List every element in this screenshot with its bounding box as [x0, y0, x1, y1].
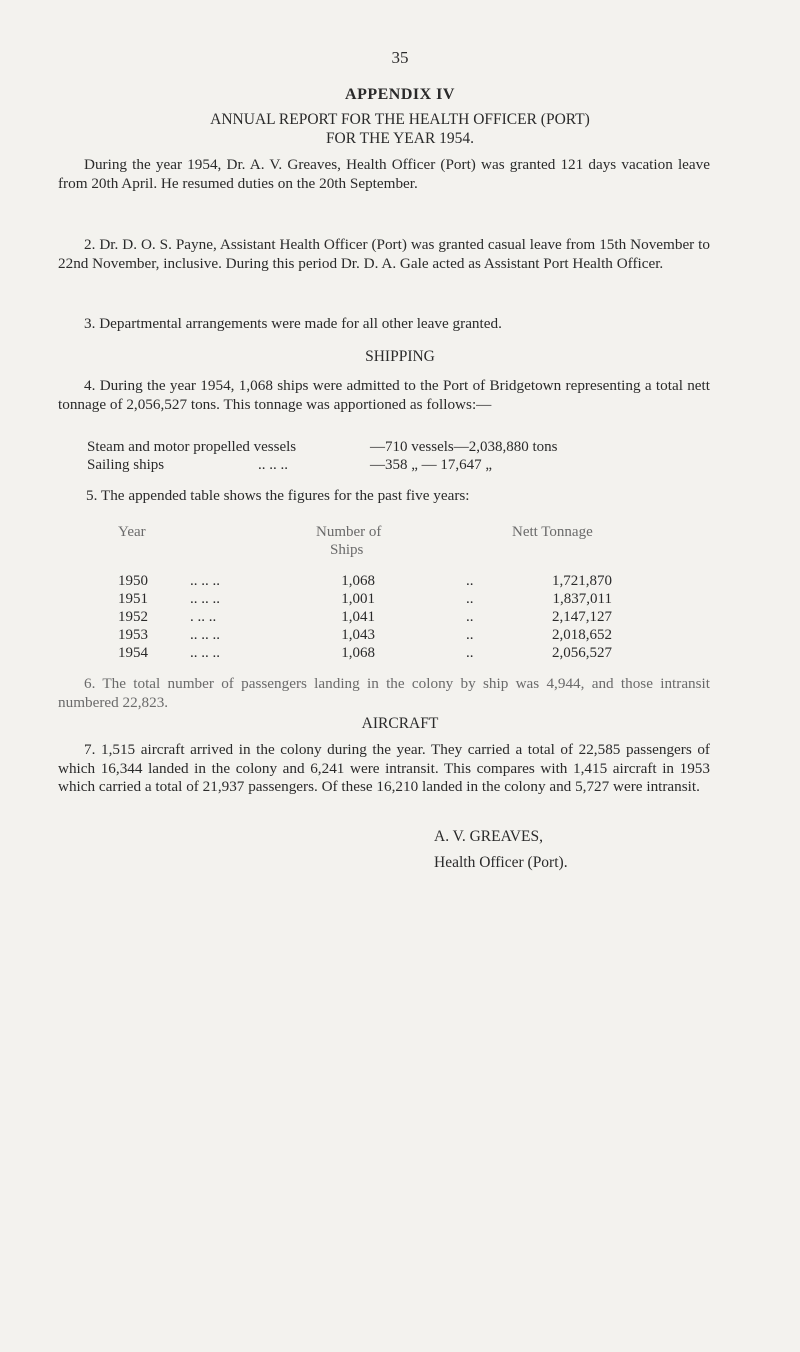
signature-title: Health Officer (Port).	[434, 854, 568, 871]
leader-dots: . .. ..	[190, 609, 217, 625]
vessel-figures: —710 vessels—2,038,880 tons	[370, 439, 558, 455]
year-cell: 1953	[118, 627, 148, 643]
heading-aircraft: AIRCRAFT	[361, 715, 439, 732]
separator-dots: ..	[466, 645, 474, 661]
year-cell: 1950	[118, 573, 148, 589]
appendix-title: APPENDIX IV	[345, 86, 455, 103]
paragraph-6: 6. The total number of passengers landing in the colony by ship was 4,944, and those intransit numbered 22,823.	[58, 675, 710, 711]
ships-cell: 1,068	[341, 573, 375, 589]
ships-cell: 1,001	[341, 591, 375, 607]
year-cell: 1951	[118, 591, 148, 607]
leader-dots: .. .. ..	[190, 627, 220, 643]
separator-dots: ..	[466, 573, 474, 589]
tonnage-cell: 2,018,652	[552, 627, 612, 643]
page-number: 35	[391, 48, 409, 67]
paragraph-5: 5. The appended table shows the figures for the past five years:	[86, 487, 470, 504]
column-header-year: Year	[118, 524, 146, 540]
leader-dots: .. .. ..	[190, 573, 220, 589]
tonnage-cell: 2,056,527	[552, 645, 612, 661]
separator-dots: ..	[466, 627, 474, 643]
paragraph-7: 7. 1,515 aircraft arrived in the colony during the year. They carried a total of 22,585 passengers of which 16,344 landed in the colony and 6,241 were intransit. This compares with 1,415 aircraft in 1953 which carried a total of 21,937 passengers. Of these 16,210 landed in the colony and 5,727 were intransit.	[58, 741, 710, 795]
leader-dots: .. .. ..	[190, 645, 220, 661]
separator-dots: ..	[466, 591, 474, 607]
tonnage-cell: 2,147,127	[552, 609, 612, 625]
separator-dots: ..	[466, 609, 474, 625]
vessel-leader: .. .. ..	[258, 457, 288, 473]
tonnage-cell: 1,837,011	[552, 591, 612, 607]
ships-cell: 1,041	[341, 609, 375, 625]
year-cell: 1954	[118, 645, 148, 661]
vessel-label: Steam and motor propelled vessels	[87, 439, 297, 455]
signature-name: A. V. GREAVES,	[434, 828, 543, 845]
paragraph-2: 2. Dr. D. O. S. Payne, Assistant Health Officer (Port) was granted casual leave from 15th November to 22nd November, inclusive. During this period Dr. D. A. Gale acted as Assistant Port Health Officer.	[58, 236, 710, 272]
vessel-label: Sailing ships	[87, 457, 165, 473]
column-header-ships: Number of	[316, 524, 382, 540]
report-title-line2: FOR THE YEAR 1954.	[325, 130, 475, 147]
column-header-tonnage: Nett Tonnage	[512, 524, 593, 540]
heading-shipping: SHIPPING	[365, 348, 435, 365]
paragraph-3: 3. Departmental arrangements were made for all other leave granted.	[84, 315, 502, 332]
report-title-line1: ANNUAL REPORT FOR THE HEALTH OFFICER (PORT)	[210, 111, 590, 128]
ships-cell: 1,068	[341, 645, 375, 661]
ships-cell: 1,043	[341, 627, 375, 643]
tonnage-cell: 1,721,870	[552, 573, 612, 589]
paragraph-intro: During the year 1954, Dr. A. V. Greaves, Health Officer (Port) was granted 121 days vacation leave from 20th April. He resumed duties on the 20th September.	[58, 156, 710, 192]
year-cell: 1952	[118, 609, 148, 625]
vessel-figures: —358 „ — 17,647 „	[370, 457, 493, 473]
paragraph-4: 4. During the year 1954, 1,068 ships were admitted to the Port of Bridgetown representing a total nett tonnage of 2,056,527 tons. This tonnage was apportioned as follows:—	[58, 377, 710, 413]
column-header-ships-line2: Ships	[330, 542, 364, 558]
leader-dots: .. .. ..	[190, 591, 220, 607]
